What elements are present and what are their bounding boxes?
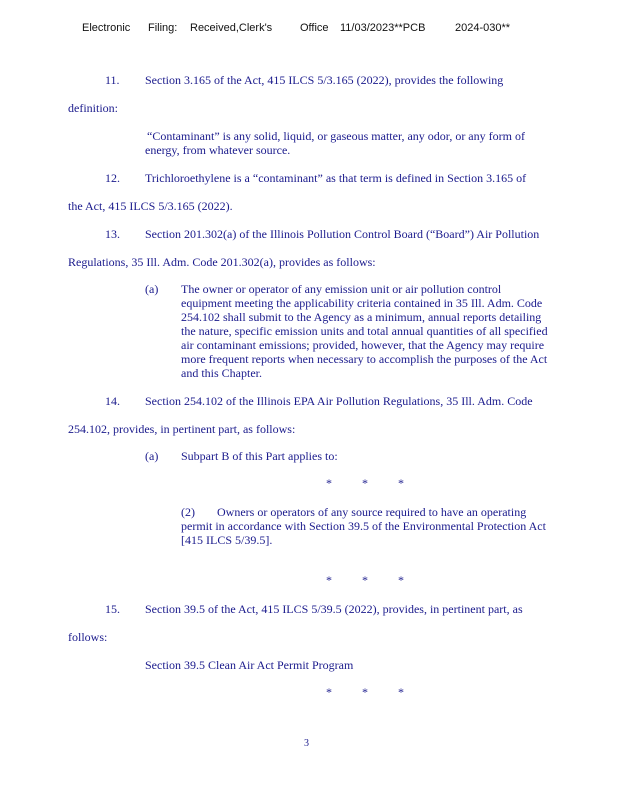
star-mark: * (398, 476, 404, 490)
sub-a1-label: (a) (145, 282, 159, 296)
sub-a2-label: (a) (145, 449, 159, 463)
sub-a1-line: 254.102 shall submit to the Agency as a minimum, annual reports detailing (181, 310, 542, 324)
sub-a1-line: air contaminant emissions; provided, however, that the Agency may require (181, 338, 545, 352)
para-14-line1: Section 254.102 of the Illinois EPA Air Pollution Regulations, 35 Ill. Adm. Code (145, 394, 533, 408)
sub-a2-text: Subpart B of this Part applies to: (181, 449, 338, 463)
star-mark: * (398, 573, 404, 587)
para-13-line1: Section 201.302(a) of the Illinois Pollution Control Board (“Board”) Air Pollution (145, 227, 540, 241)
sub-a1-line: The owner or operator of any emission unit or air pollution control (181, 282, 502, 296)
sub-2-line1: Owners or operators of any source required to have an operating (217, 505, 527, 519)
sub-a1-line: more frequent reports when necessary to accomplish the purposes of the Act (181, 352, 548, 366)
para-11-line2: definition: (68, 101, 118, 115)
header-electronic: Electronic (82, 22, 131, 34)
ellipsis-stars (326, 476, 434, 491)
quote-line2: energy, from whatever source. (145, 143, 291, 157)
sub-a1-line: and this Chapter. (181, 366, 262, 380)
sub-2-line2: permit in accordance with Section 39.5 of the Environmental Protection Act (181, 519, 546, 533)
para-12-number: 12. (105, 171, 120, 185)
para-15-line1: Section 39.5 of the Act, 415 ILCS 5/39.5 (2022), provides, in pertinent part, as (145, 602, 523, 616)
para-14-line2: 254.102, provides, in pertinent part, as follows: (68, 422, 296, 436)
para-12-line2: the Act, 415 ILCS 5/3.165 (2022). (68, 199, 233, 213)
header-office: Office (300, 22, 329, 34)
para-13-line2: Regulations, 35 Ill. Adm. Code 201.302(a), provides as follows: (68, 255, 376, 269)
sub-a1-line: equipment meeting the applicability criteria contained in 35 Ill. Adm. Code (181, 296, 543, 310)
star-mark: * (326, 573, 332, 587)
para-14-number: 14. (105, 394, 120, 408)
star-mark: * (326, 685, 332, 699)
header-date-pcb: 11/03/2023**PCB (340, 22, 426, 34)
star-mark: * (362, 476, 368, 490)
star-mark: * (362, 573, 368, 587)
para-15-line2: follows: (68, 630, 108, 644)
quote-line1: “Contaminant” is any solid, liquid, or gaseous matter, any odor, or any form of (147, 129, 525, 143)
sub-2-label: (2) (181, 505, 195, 519)
header-case-number: 2024-030** (455, 22, 511, 34)
para-13-number: 13. (105, 227, 120, 241)
star-mark: * (326, 476, 332, 490)
para-12-line1: Trichloroethylene is a “contaminant” as that term is defined in Section 3.165 of (145, 171, 527, 185)
star-mark: * (398, 685, 404, 699)
page-number: 3 (304, 738, 309, 749)
header-filing: Filing: (148, 22, 178, 34)
para-11-number: 11. (105, 73, 120, 87)
sub-2-line3: [415 ILCS 5/39.5]. (181, 533, 273, 547)
header-received: Received,Clerk's (190, 22, 273, 34)
star-mark: * (362, 685, 368, 699)
para-15-number: 15. (105, 602, 120, 616)
para-11-line1: Section 3.165 of the Act, 415 ILCS 5/3.165 (2022), provides the following (145, 73, 504, 87)
ellipsis-stars (326, 573, 434, 588)
section-heading: Section 39.5 Clean Air Act Permit Program (145, 658, 354, 672)
sub-a1-line: the nature, specific emission units and total annual quantities of all specified (181, 324, 548, 338)
ellipsis-stars (326, 685, 434, 700)
